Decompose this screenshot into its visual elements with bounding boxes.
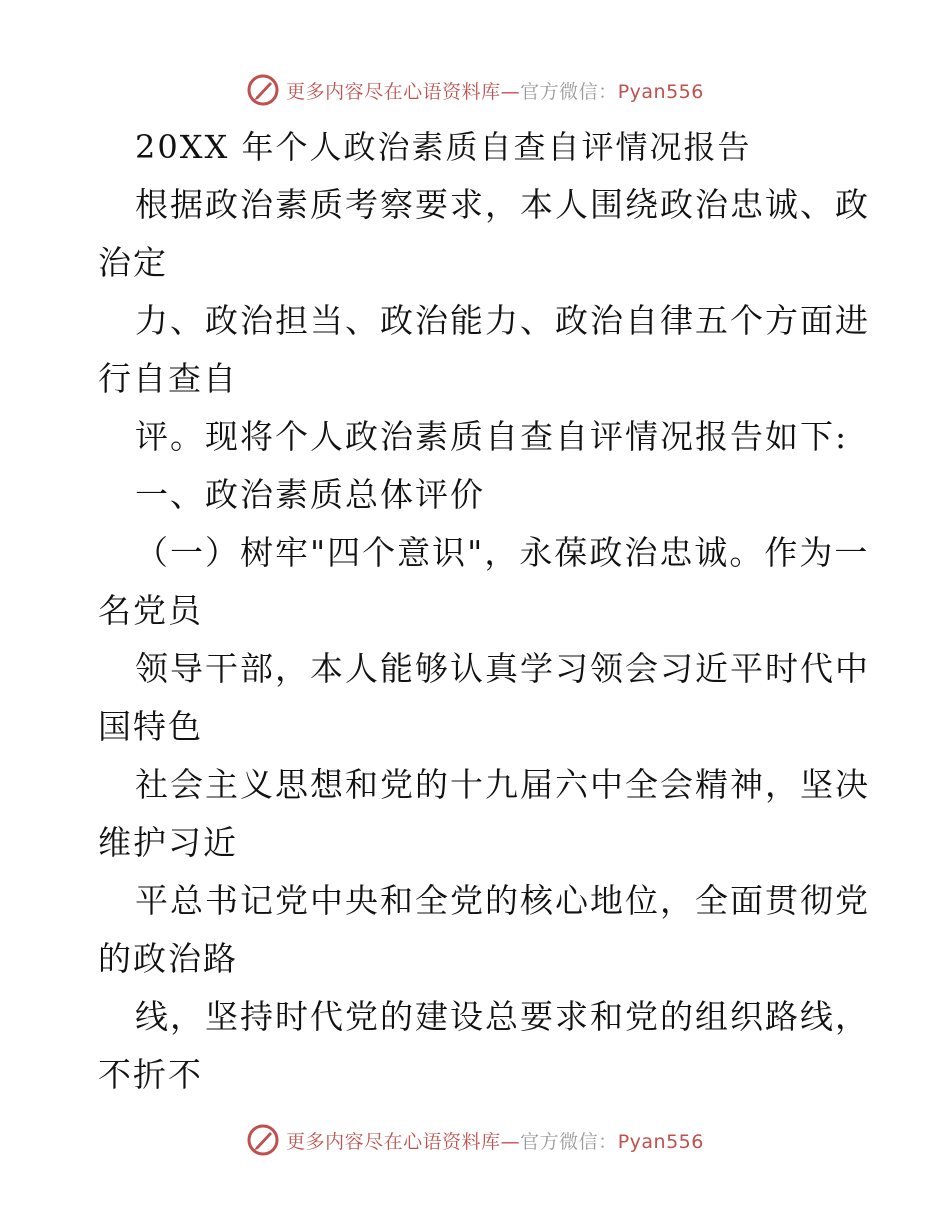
text-line: 领导干部，本人能够认真学习领会习近平时代中 <box>135 649 870 688</box>
quill-logo-icon <box>246 1123 280 1157</box>
watermark-text: 更多内容尽在心语资料库—官方微信：Pyan556 <box>286 80 704 103</box>
document-body <box>0 118 950 1104</box>
text-line: 根据政治素质考察要求，本人围绕政治忠诚、政 <box>135 185 870 224</box>
text-line: 国特色 <box>98 707 203 746</box>
text-line: 一、政治素质总体评价 <box>135 475 485 514</box>
watermark-footer <box>0 1120 950 1160</box>
text-line: 线，坚持时代党的建设总要求和党的组织路线， <box>135 997 870 1036</box>
text-line: 评。现将个人政治素质自查自评情况报告如下: <box>135 417 849 456</box>
text-line: 治定 <box>98 243 168 282</box>
watermark-text: 更多内容尽在心语资料库—官方微信：Pyan556 <box>286 1130 704 1153</box>
text-line: 平总书记党中央和全党的核心地位，全面贯彻党 <box>135 881 870 920</box>
text-line: 的政治路 <box>98 939 238 978</box>
watermark-header <box>0 70 950 110</box>
text-line: 社会主义思想和党的十九届六中全会精神，坚决 <box>135 765 870 804</box>
text-line: 不折不 <box>98 1055 203 1094</box>
text-line: 行自查自 <box>98 359 238 398</box>
text-line: 维护习近 <box>98 823 238 862</box>
quill-logo-icon <box>246 73 280 107</box>
text-line: 名党员 <box>98 591 203 630</box>
text-line: 力、政治担当、政治能力、政治自律五个方面进 <box>135 301 870 340</box>
text-line: （一）树牢"四个意识"，永葆政治忠诚。作为一 <box>135 533 870 572</box>
document-title: 20XX 年个人政治素质自查自评情况报告 <box>135 128 752 166</box>
